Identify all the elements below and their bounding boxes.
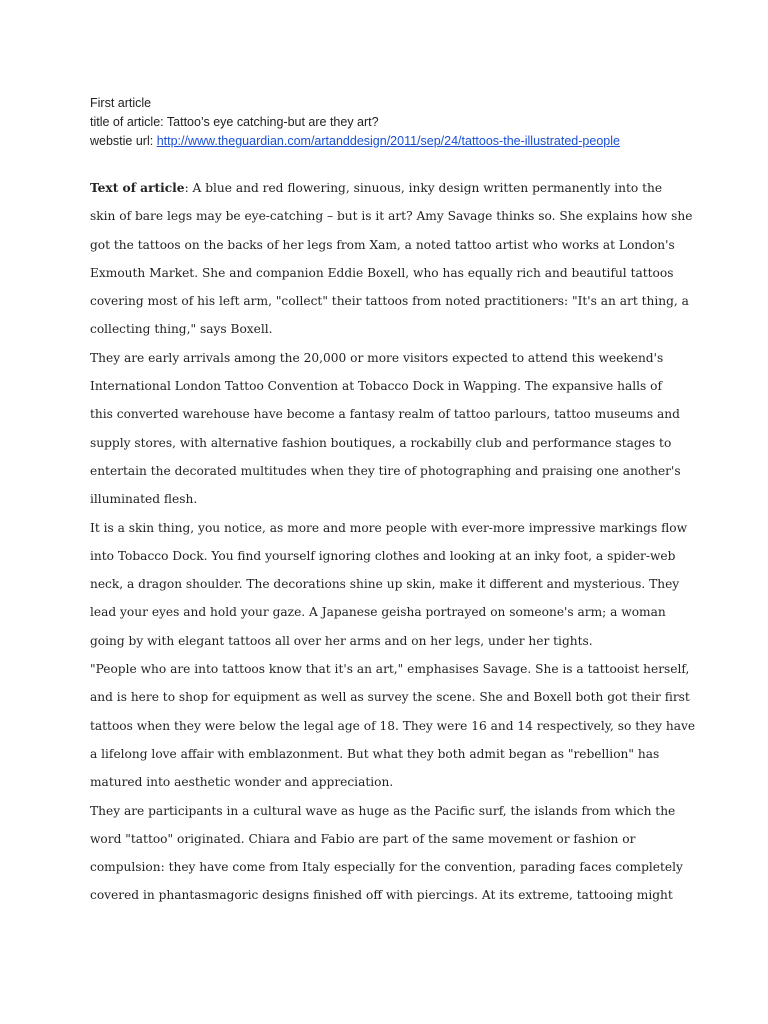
body-line: covering most of his left arm, "collect" their tattoos from noted practitioners: "It's an art thing, a	[90, 294, 689, 309]
body-line: collecting thing," says Boxell.	[90, 322, 273, 337]
body-line: covered in phantasmagoric designs finished off with piercings. At its extreme, tattooing might	[90, 888, 673, 903]
body-line: skin of bare legs may be eye-catching – but is it art? Amy Savage thinks so. She explains how she	[90, 209, 693, 224]
body-line: "People who are into tattoos know that it's an art," emphasises Savage. She is a tattooist herself,	[90, 662, 690, 677]
body-line: They are participants in a cultural wave as huge as the Pacific surf, the islands from which the	[90, 803, 676, 818]
body-line-0	[90, 174, 686, 202]
body-line: tattoos when they were below the legal age of 18. They were 16 and 14 respectively, so they have	[90, 718, 696, 733]
body-line: this converted warehouse have become a fantasy realm of tattoo parlours, tattoo museums and	[90, 407, 680, 422]
heading-line: First article	[90, 96, 152, 110]
body-line: going by with elegant tattoos all over her arms and on her legs, under her tights.	[90, 633, 593, 648]
article-body	[90, 174, 696, 910]
url-line	[90, 132, 710, 151]
body-line: supply stores, with alternative fashion boutiques, a rockabilly club and performance stages to	[90, 435, 672, 450]
article-url-link[interactable]: http://www.theguardian.com/artanddesign/2011/sep/24/tattoos-the-illustrated-people	[156, 134, 620, 148]
body-line: They are early arrivals among the 20,000 or more visitors expected to attend this weekend's	[90, 350, 664, 365]
article-header	[90, 94, 710, 151]
body-line: and is here to shop for equipment as well as survey the scene. She and Boxell both got their first	[90, 690, 690, 705]
body-line: got the tattoos on the backs of her legs from Xam, a noted tattoo artist who works at London's	[90, 237, 675, 252]
title-line	[90, 113, 710, 132]
body-line-0-text: : A blue and red flowering, sinuous, inky design written permanently into the	[184, 181, 663, 195]
title-prefix: title of article:	[90, 115, 167, 129]
body-line: Exmouth Market. She and companion Eddie Boxell, who has equally rich and beautiful tattoos	[90, 265, 674, 280]
body-line: word "tattoo" originated. Chiara and Fabio are part of the same movement or fashion or	[90, 831, 636, 846]
body-line: neck, a dragon shoulder. The decorations shine up skin, make it different and mysterious. They	[90, 577, 680, 592]
body-line: International London Tattoo Convention at Tobacco Dock in Wapping. The expansive halls of	[90, 379, 663, 394]
body-line: matured into aesthetic wonder and appreciation.	[90, 775, 394, 790]
article-title: Tattoo’s eye catching-but are they art?	[166, 115, 379, 129]
body-line: illuminated flesh.	[90, 492, 198, 507]
text-of-article-label: Text of article	[90, 181, 185, 195]
body-line: It is a skin thing, you notice, as more and more people with ever-more impressive markings flow	[90, 520, 688, 535]
url-prefix: webstie url:	[90, 134, 157, 148]
body-line: into Tobacco Dock. You find yourself ignoring clothes and looking at an inky foot, a spider-web	[90, 548, 676, 563]
body-line: a lifelong love affair with emblazonment. But what they both admit began as "rebellion" has	[90, 746, 660, 761]
body-line: compulsion: they have come from Italy especially for the convention, parading faces completely	[90, 860, 683, 875]
body-line: lead your eyes and hold your gaze. A Japanese geisha portrayed on someone's arm; a woman	[90, 605, 666, 620]
body-line: entertain the decorated multitudes when they tire of photographing and praising one another's	[90, 463, 681, 478]
